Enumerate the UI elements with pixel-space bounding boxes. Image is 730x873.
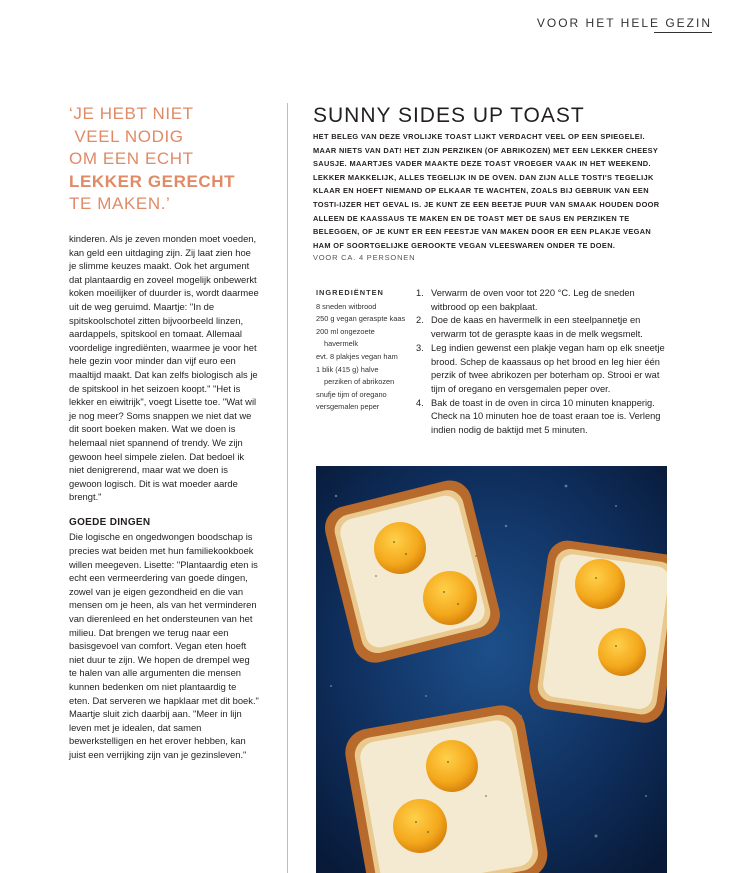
peach-half bbox=[423, 571, 477, 625]
step-text: Bak de toast in de oven in circa 10 minuten knapperig. Check na 10 minuten hoe de toast eraan toe is. Verleng indien nodig de baktijd met 5 minuten. bbox=[431, 397, 661, 436]
article-subheading: GOEDE DINGEN bbox=[69, 516, 151, 528]
ingredients-heading: INGREDIËNTEN bbox=[316, 288, 384, 297]
peach-half bbox=[598, 628, 646, 676]
pull-quote-line: OM EEN ECHT bbox=[69, 149, 194, 168]
peach-half bbox=[575, 559, 625, 609]
pull-quote-line: TE MAKEN.’ bbox=[69, 194, 171, 213]
section-title: VOOR HET HELE GEZIN bbox=[536, 16, 712, 30]
pull-quote-line: VEEL NODIG bbox=[69, 126, 184, 146]
step-text: Verwarm de oven voor tot 220 °C. Leg de sneden witbrood op een bakplaat. bbox=[431, 288, 635, 312]
recipe-step bbox=[416, 287, 666, 314]
peach-half bbox=[426, 740, 478, 792]
ingredients-list bbox=[316, 287, 406, 414]
recipe-photo bbox=[316, 466, 667, 873]
pull-quote-line: ‘JE HEBT NIET bbox=[69, 104, 194, 123]
ingredient-item: evt. 8 plakjes vegan ham bbox=[316, 351, 398, 361]
ingredient-item: 200 ml ongezoete havermelk bbox=[316, 326, 375, 349]
ingredient-item: 8 sneden witbrood bbox=[316, 301, 377, 311]
column-divider bbox=[287, 103, 288, 873]
peach-half bbox=[393, 799, 447, 853]
recipe-title: SUNNY SIDES UP TOAST bbox=[313, 104, 585, 127]
header-rule bbox=[654, 32, 712, 33]
recipe-servings: VOOR CA. 4 PERSONEN bbox=[313, 253, 416, 262]
recipe-intro: HET BELEG VAN DEZE VROLIJKE TOAST LIJKT VERDACHT VEEL OP EEN SPIEGELEI. MAAR NIETS VAN DAT! HET ZIJN PERZIKEN (OF ABRIKOZEN) MET EEN LEKKER CHEESY SAUSJE. MAARTJES VADER MAAKTE DEZE TOAST VROEGER VAAK IN HET WEEKEND. LEKKER MAKKELIJK, ALLES TEGELIJK IN DE OVEN. DAN ZIJN ALLE TOSTI'S TEGELIJK KLAAR EN HOEFT NIEMAND OP ELKAAR TE WACHTEN, ZOALS BIJ GEBRUIK VAN EEN TOSTI-IJZER HET GEVAL IS. JE KUNT ZE EEN BEETJE PUUR VAN SMAAK HOUDEN DOOR ALLEEN DE KAASSAUS TE MAKEN EN DE TOAST MET DE SAUS EN PERZIKEN TE BELEGGEN, OF JE KUNT ER EEN FEESTJE VAN MAKEN DOOR ER EEN PLAKJE VEGAN HAM OF SOORTGELIJKE GEROOKTE VEGAN VLEESWAREN ONDER TE DOEN. bbox=[313, 132, 660, 250]
ingredient-item: 250 g vegan geraspte kaas bbox=[316, 314, 406, 324]
peach-half bbox=[374, 522, 426, 574]
step-text: Leg indien gewenst een plakje vegan ham op elk sneetje brood. Schep de kaassaus op het brood en leg hier één perzik of twee abrikozen per boterham op. Strooi er wat tijm of oregano en versgemalen peper over. bbox=[431, 342, 665, 394]
recipe-step bbox=[416, 342, 666, 397]
ingredient-item: snufje tijm of oregano bbox=[316, 389, 387, 399]
step-text: Doe de kaas en havermelk in een steelpannetje en verwarm tot de geraspte kaas in de melk wegsmelt. bbox=[431, 315, 643, 340]
toast-photo-illustration bbox=[316, 466, 667, 873]
article-body-left bbox=[69, 232, 259, 762]
recipe-steps bbox=[416, 287, 666, 438]
step-number: 2. bbox=[416, 315, 424, 326]
recipe-step bbox=[416, 314, 666, 341]
article-paragraph: Die logische en ongedwongen boodschap is precies wat beiden met hun familiekookboek willen meegeven. Lisette: "Plantaardig eten is echt een vermeerdering van goede dingen, zowel van je eigen gezondheid en die van mensen om je heen, als van het verminderen van dierenleed en het ondersteunen van het milieu. Dat brengen we terug naar een basisgevoel van comfort. Vegan eten hoeft niet duur te zijn. We hopen de drempel weg te halen van alle argumenten die mensen kunnen bedenken om niet plantaardig te eten. Dat serveren we hapklaar met dit boek." Maartje sluit zich daarbij aan. "Meer in lijn leven met je idealen, dat samen bewerkstelligen en het erover hebben, kan juist een verrijking zijn van je gezinsleven." bbox=[69, 531, 259, 760]
pull-quote-line-bold: LEKKER GERECHT bbox=[69, 171, 236, 191]
recipe-step bbox=[416, 397, 666, 438]
pull-quote bbox=[69, 103, 259, 216]
step-number: 4. bbox=[416, 397, 424, 408]
step-number: 1. bbox=[416, 288, 424, 298]
ingredient-item: 1 blik (415 g) halve perziken of abrikozen bbox=[316, 364, 395, 387]
ingredient-item: versgemalen peper bbox=[316, 402, 380, 412]
step-number: 3. bbox=[416, 342, 424, 353]
article-paragraph: kinderen. Als je zeven monden moet voeden, kan geld een uitdaging zijn. Zij laat zien hoe je slimme keuzes maakt. Ook het argument dat plantaardig en zoveel mogelijk onbewerkt koken moeilijker of duurder is, wordt daarmee uit de weg geruimd. Maartje: "In de spitskoolschotel zitten bijvoorbeeld linzen, aardappels, spitskool en tomaat. Allemaal voordelige ingrediënten, waarmee je voor het hele gezin voor minder dan vijf euro een maaltijd maakt. Dat kan zelfs biologisch als je de spitskool in het seizoen koopt." "Het is lekker en eiwitrijk", voegt Lisette toe. "Wat wil je nog meer? Soms snappen we niet dat we dit soort boeken maken. Wat we doen is helemaal niet spannend of trendy. We zijn gewoon heel simpele zielen. Dat bedoel ik niet denigrerend, maar wat we doen is gewoon logisch. Dit is wat moeder aarde brengt." bbox=[69, 233, 259, 503]
